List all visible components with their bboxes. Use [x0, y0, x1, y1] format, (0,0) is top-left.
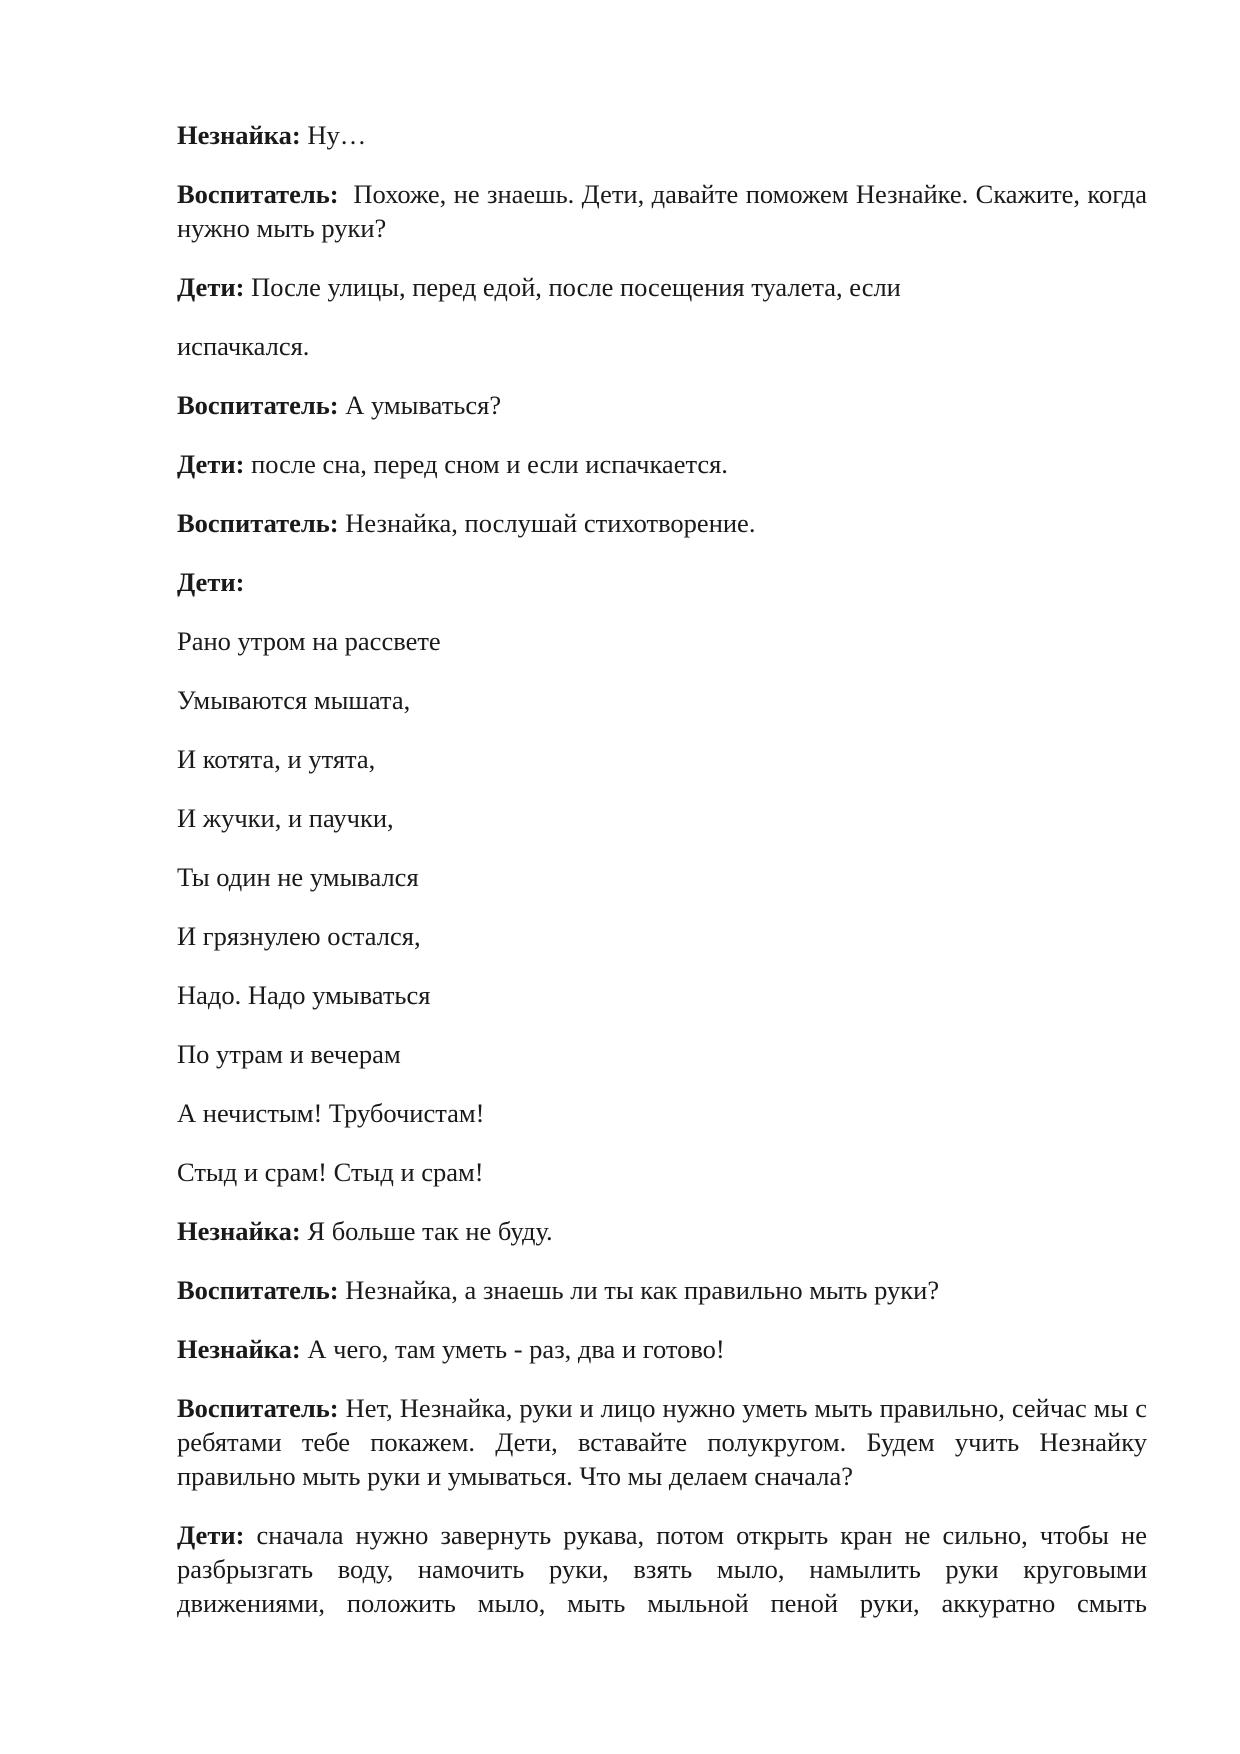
dialogue-paragraph [177, 1155, 1147, 1189]
paragraph-text: Я больше так не буду. [300, 1216, 553, 1246]
dialogue-paragraph [177, 1332, 1147, 1366]
dialogue-paragraph [177, 801, 1147, 835]
speaker-label: Дети: [177, 567, 245, 597]
paragraph-text: А нечистым! Трубочистам! [177, 1098, 485, 1128]
speaker-label: Воспитатель: [177, 508, 339, 538]
paragraph-text: Рано утром на рассвете [177, 626, 441, 656]
dialogue-paragraph [177, 565, 1147, 599]
paragraph-text: После улицы, перед едой, после посещения туалета, если [244, 272, 901, 302]
speaker-label: Незнайка: [177, 1334, 301, 1364]
paragraph-text: Незнайка, а знаешь ли ты как правильно мыть руки? [338, 1275, 940, 1305]
speaker-label: Дети: [177, 272, 245, 302]
paragraph-text: А чего, там уметь - раз, два и готово! [300, 1334, 725, 1364]
dialogue-paragraph [177, 978, 1147, 1012]
dialogue-paragraph [177, 742, 1147, 776]
paragraph-text: испачкался. [177, 331, 310, 361]
paragraph-text: Ну… [300, 120, 367, 150]
paragraph-text: Умываются мышата, [177, 685, 411, 715]
speaker-label: Воспитатель: [177, 1275, 339, 1305]
paragraph-text: И жучки, и паучки, [177, 803, 394, 833]
paragraph-text: Незнайка, послушай стихотворение. [338, 508, 756, 538]
dialogue-paragraph [177, 624, 1147, 658]
dialogue-paragraph [177, 860, 1147, 894]
speaker-label: Дети: [177, 449, 245, 479]
speaker-label: Дети: [177, 1520, 245, 1550]
dialogue-paragraph [177, 1391, 1154, 1493]
speaker-label: Незнайка: [177, 1216, 301, 1246]
dialogue-paragraph [177, 683, 1147, 717]
dialogue-paragraph [177, 270, 1147, 304]
paragraph-text: А умываться? [338, 390, 502, 420]
paragraph-text: И котята, и утята, [177, 744, 376, 774]
dialogue-paragraph [177, 447, 1147, 481]
dialogue-paragraph [177, 1518, 1154, 1620]
dialogue-paragraph [177, 1037, 1147, 1071]
dialogue-paragraph [177, 1096, 1147, 1130]
speaker-label: Незнайка: [177, 120, 301, 150]
paragraph-text: По утрам и вечерам [177, 1039, 401, 1069]
dialogue-paragraph [177, 1214, 1147, 1248]
dialogue-paragraph [177, 1273, 1147, 1307]
paragraph-text: Похоже, не знаешь. Дети, давайте поможем Незнайке. Скажите, когда нужно мыть руки? [177, 179, 1154, 243]
paragraph-text: Стыд и срам! Стыд и срам! [177, 1157, 484, 1187]
speaker-label: Воспитатель: [177, 390, 339, 420]
paragraph-text: И грязнулею остался, [177, 921, 421, 951]
dialogue-paragraph [177, 177, 1154, 245]
speaker-label: Воспитатель: [177, 1393, 339, 1423]
paragraph-text: после сна, перед сном и если испачкается. [244, 449, 728, 479]
dialogue-paragraph [177, 118, 1147, 152]
paragraph-text: сначала нужно завернуть рукава, потом открыть кран не сильно, чтобы не разбрызгать воду, намочить руки, взять мыло, намылить руки круговыми движениями, положить мыло, мыть мыльной пеной руки, аккуратно смыть [177, 1520, 1154, 1618]
document-body [177, 118, 1154, 1645]
paragraph-text: Ты один не умывался [177, 862, 419, 892]
dialogue-paragraph [177, 388, 1147, 422]
paragraph-text: Надо. Надо умываться [177, 980, 431, 1010]
dialogue-paragraph [177, 506, 1147, 540]
speaker-label: Воспитатель: [177, 179, 339, 209]
dialogue-paragraph [177, 329, 1147, 363]
paragraph-text: Нет, Незнайка, руки и лицо нужно уметь мыть правильно, сейчас мы с ребятами тебе покажем. Дети, вставайте полукругом. Будем учить Незнайку правильно мыть руки и умываться. Что мы делаем сначала? [177, 1393, 1154, 1491]
dialogue-paragraph [177, 919, 1147, 953]
